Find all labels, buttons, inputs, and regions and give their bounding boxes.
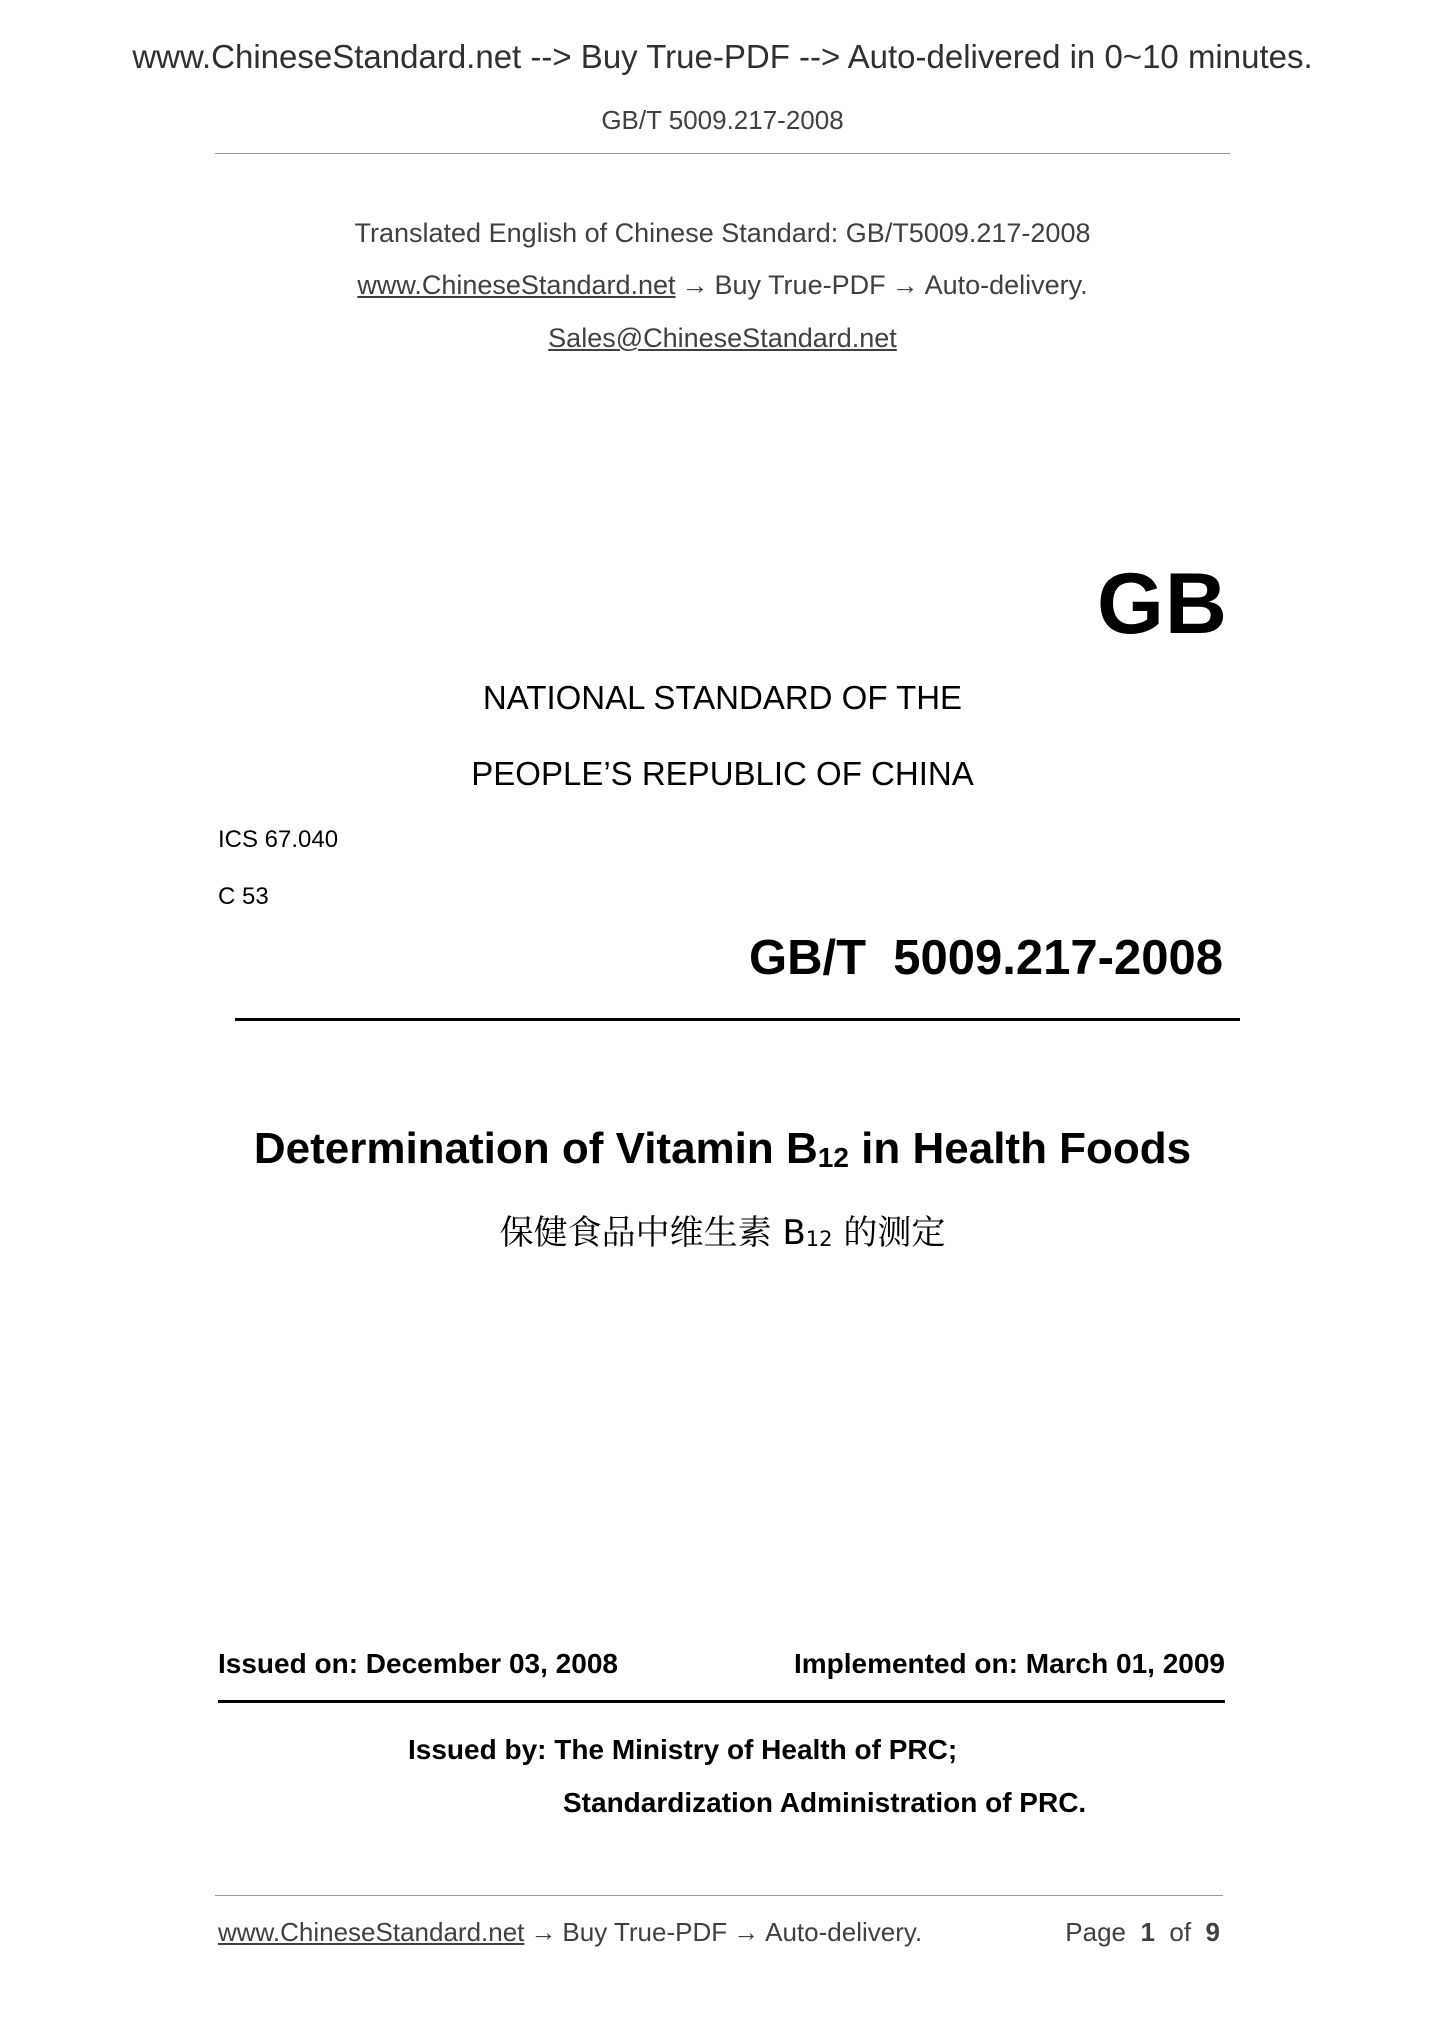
- issued-by-line1: Issued by: The Ministry of Health of PRC;: [408, 1734, 958, 1765]
- arrow-right-icon: →: [530, 1917, 557, 1947]
- auto-delivery-text: Auto-delivery.: [924, 270, 1088, 300]
- page-total: 9: [1205, 1917, 1220, 1947]
- dates-divider: [218, 1700, 1225, 1703]
- title-english: [0, 1124, 1445, 1174]
- title-en-sub: 12: [817, 1142, 849, 1173]
- national-standard-line1: NATIONAL STANDARD OF THE: [482, 679, 963, 716]
- footer-divider: [215, 1895, 1223, 1896]
- standard-prefix: GB/T: [749, 931, 867, 985]
- title-en-post: in Health Foods: [848, 1124, 1192, 1173]
- standard-number: [749, 930, 1223, 986]
- classification-code: C 53: [218, 883, 269, 910]
- title-cn-pre: 保健食品中维生素 B: [499, 1213, 806, 1253]
- header-divider: [215, 153, 1230, 154]
- page-current: 1: [1140, 1917, 1155, 1947]
- page-of: of: [1169, 1917, 1192, 1947]
- page-label: Page: [1065, 1917, 1127, 1947]
- standard-code: 5009.217-2008: [893, 931, 1223, 985]
- intro-site-line: [0, 270, 1445, 301]
- implemented-on-date: Implemented on: March 01, 2009: [793, 1648, 1225, 1679]
- national-standard-line2: PEOPLE’S REPUBLIC OF CHINA: [471, 755, 974, 792]
- issued-by-line2: Standardization Administration of PRC.: [563, 1787, 1087, 1818]
- page-indicator: [1065, 1917, 1220, 1948]
- arrow-right-icon: →: [733, 1917, 760, 1947]
- title-cn-post: 的测定: [832, 1213, 946, 1253]
- title-cn-sub: 12: [805, 1227, 833, 1251]
- footer-auto-delivery-text: Auto-delivery.: [765, 1917, 923, 1947]
- sales-email-link[interactable]: Sales@ChineseStandard.net: [548, 323, 897, 353]
- footer-buy-text: Buy True-PDF: [562, 1917, 728, 1947]
- header-banner: www.ChineseStandard.net --> Buy True-PDF --> Auto-delivered in 0~10 minutes.: [132, 38, 1313, 75]
- buy-text: Buy True-PDF: [714, 270, 886, 300]
- title-en-pre: Determination of Vitamin B: [253, 1124, 818, 1173]
- header-doc-code: GB/T 5009.217-2008: [601, 105, 844, 135]
- footer-site-line: [218, 1917, 922, 1948]
- gb-mark: GB: [1097, 556, 1228, 652]
- site-link[interactable]: www.ChineseStandard.net: [357, 270, 676, 300]
- arrow-right-icon: →: [891, 270, 919, 300]
- ics-code: ICS 67.040: [218, 826, 339, 853]
- title-chinese: [0, 1205, 1445, 1254]
- standard-divider: [235, 1018, 1240, 1021]
- arrow-right-icon: →: [681, 270, 709, 300]
- issued-on-date: Issued on: December 03, 2008: [218, 1648, 618, 1679]
- sales-email-line: [0, 323, 1445, 354]
- footer-site-link[interactable]: www.ChineseStandard.net: [218, 1917, 525, 1947]
- translated-notice: Translated English of Chinese Standard: GB/T5009.217-2008: [354, 218, 1091, 248]
